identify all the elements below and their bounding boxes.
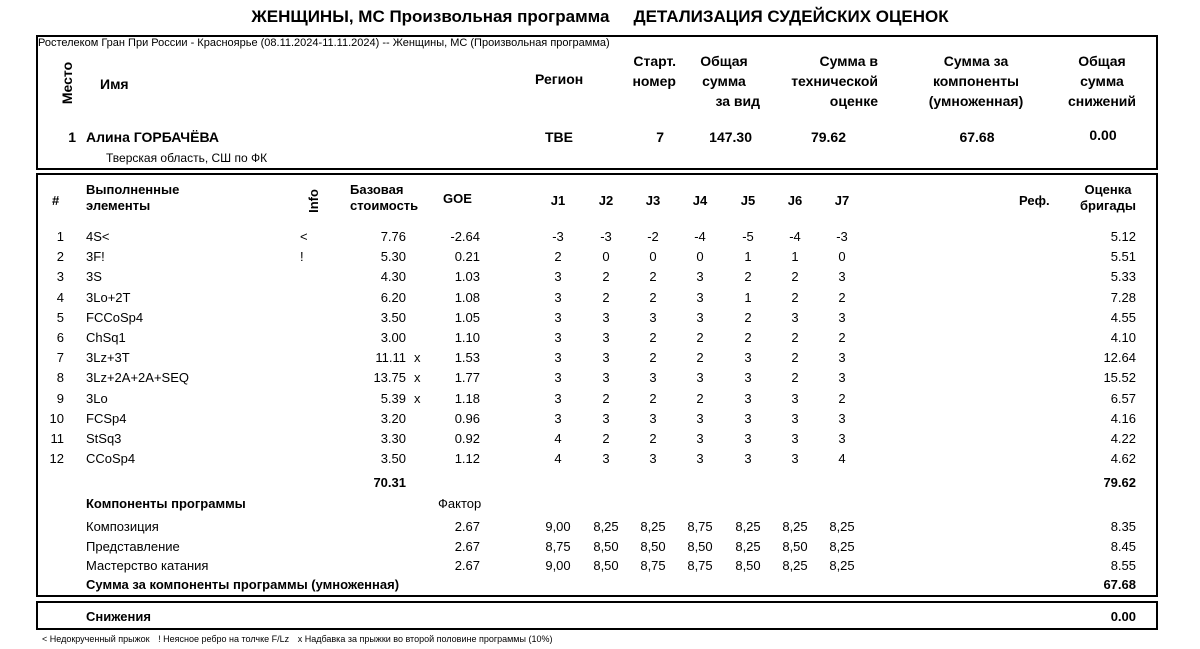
element-base-value: 13.75 xyxy=(373,370,406,386)
tes-total: 79.62 xyxy=(1103,475,1136,490)
component-row xyxy=(38,539,1156,557)
element-judge-3: 2 xyxy=(649,431,657,446)
deductions-header xyxy=(1054,51,1150,111)
element-base-value: 11.11 xyxy=(375,350,406,366)
judge-header-5: J5 xyxy=(740,193,756,208)
element-code: 3Lz+3T xyxy=(86,350,130,366)
element-judge-1: 2 xyxy=(554,249,562,265)
element-judge-4: 2 xyxy=(696,390,704,406)
element-number: 10 xyxy=(49,410,64,426)
skater-start-no: 7 xyxy=(656,129,664,145)
element-base-value: 7.76 xyxy=(380,229,406,244)
start-no-header-line-2: номер xyxy=(632,73,676,89)
element-goe: 1.05 xyxy=(454,309,480,325)
element-judge-2: 2 xyxy=(602,431,610,446)
element-bonus-mark: x xyxy=(414,370,421,386)
element-code: CCoSp4 xyxy=(86,451,136,467)
total-header xyxy=(688,51,760,111)
element-judge-7: -3 xyxy=(836,229,848,244)
element-goe: 0.21 xyxy=(454,249,480,265)
element-base-value: 3.00 xyxy=(380,330,406,345)
element-judge-3: -2 xyxy=(647,229,659,244)
component-judge-2: 8,50 xyxy=(593,558,619,573)
name-header: Имя xyxy=(100,76,129,92)
element-base-value: 3.50 xyxy=(380,451,406,467)
element-score: 4.16 xyxy=(1110,410,1136,426)
element-judge-5: 3 xyxy=(744,431,752,446)
element-number: 2 xyxy=(56,249,64,265)
element-judge-7: 2 xyxy=(838,390,846,406)
element-code: FCSp4 xyxy=(86,410,127,426)
component-name: Представление xyxy=(86,538,180,554)
start-no-header-line-1: Старт. xyxy=(633,53,676,69)
element-base-value: 5.39 xyxy=(380,390,406,406)
skater-tes: 79.62 xyxy=(810,129,846,145)
components-total-label: Сумма за компоненты программы (умноженная) xyxy=(86,577,400,592)
footnote-bonus: x Надбавка за прыжки во второй половине программы (10%) xyxy=(297,634,553,644)
component-score: 8.35 xyxy=(1110,519,1136,534)
component-judge-3: 8,50 xyxy=(640,538,666,554)
start-no-header xyxy=(598,51,676,91)
element-judge-3: 2 xyxy=(649,330,657,345)
element-base-value: 4.30 xyxy=(380,269,406,285)
rank-header: Место xyxy=(59,61,75,105)
num-header: # xyxy=(52,193,60,208)
component-judge-6: 8,25 xyxy=(782,519,808,534)
base-total: 70.31 xyxy=(373,475,406,490)
element-row xyxy=(38,411,1156,429)
element-judge-6: 2 xyxy=(791,289,799,305)
element-judge-3: 3 xyxy=(649,309,657,325)
element-base-value: 3.20 xyxy=(380,410,406,426)
element-judge-7: 2 xyxy=(838,289,846,305)
element-judge-7: 2 xyxy=(838,330,846,345)
element-number: 6 xyxy=(56,330,64,345)
element-judge-2: 2 xyxy=(602,289,610,305)
component-judge-7: 8,25 xyxy=(829,519,855,534)
element-base-value: 5.30 xyxy=(380,249,406,265)
element-code: 3Lo xyxy=(86,390,108,406)
element-goe: 1.18 xyxy=(454,390,480,406)
deductions-header-line-2: сумма xyxy=(1080,73,1124,89)
element-judge-7: 3 xyxy=(838,431,846,446)
element-judge-3: 3 xyxy=(649,410,657,426)
element-score: 12.64 xyxy=(1103,350,1136,366)
element-judge-7: 3 xyxy=(838,370,846,386)
pcs-header xyxy=(906,51,1046,111)
skater-region: ТВЕ xyxy=(545,129,573,145)
component-judge-4: 8,75 xyxy=(687,519,713,534)
element-row xyxy=(38,330,1156,348)
footnote-edge: ! Неясное ребро на толчке F/Lz xyxy=(158,634,290,644)
deductions-box xyxy=(36,601,1158,630)
element-judge-4: 3 xyxy=(696,309,704,325)
tes-header-line-3: оценке xyxy=(829,93,878,109)
element-judge-2: 0 xyxy=(602,249,610,265)
info-header: Info xyxy=(306,189,321,213)
element-judge-6: 2 xyxy=(791,330,799,345)
component-judge-5: 8,50 xyxy=(735,558,761,573)
page-title xyxy=(0,4,1200,30)
component-factor: 2.67 xyxy=(454,538,480,554)
element-row xyxy=(38,431,1156,449)
element-number: 3 xyxy=(56,269,64,285)
element-row xyxy=(38,249,1156,267)
elements-box xyxy=(36,173,1158,597)
skater-rank: 1 xyxy=(68,129,76,145)
tes-header-line-2: технической xyxy=(791,73,878,89)
component-row xyxy=(38,558,1156,576)
base-header-line-2: стоимость xyxy=(350,198,419,213)
component-score: 8.55 xyxy=(1110,558,1136,573)
component-judge-3: 8,25 xyxy=(640,519,666,534)
element-goe: 1.03 xyxy=(454,269,480,285)
element-score: 5.33 xyxy=(1110,269,1136,285)
page-title-right: ДЕТАЛИЗАЦИЯ СУДЕЙСКИХ ОЦЕНОК xyxy=(633,7,949,26)
deductions-value: 0.00 xyxy=(1110,609,1136,624)
element-number: 8 xyxy=(56,370,64,386)
element-row xyxy=(38,269,1156,287)
element-bonus-mark: x xyxy=(414,350,421,366)
score-header-line-2: бригады xyxy=(1080,198,1136,213)
footnotes xyxy=(42,633,558,645)
element-number: 4 xyxy=(56,289,64,305)
element-code: 3F! xyxy=(86,249,105,265)
element-code: ChSq1 xyxy=(86,330,126,345)
pcs-header-line-2: компоненты xyxy=(932,73,1020,89)
element-judge-4: 2 xyxy=(696,330,704,345)
component-judge-4: 8,75 xyxy=(687,558,713,573)
component-judge-3: 8,75 xyxy=(640,558,666,573)
element-judge-7: 3 xyxy=(838,269,846,285)
element-judge-4: -4 xyxy=(694,229,706,244)
element-judge-2: 3 xyxy=(602,370,610,386)
element-judge-5: 3 xyxy=(744,390,752,406)
component-judge-4: 8,50 xyxy=(687,538,713,554)
element-goe: 0.92 xyxy=(454,431,480,446)
judge-header-7: J7 xyxy=(834,193,850,208)
ref-header: Реф. xyxy=(1019,193,1050,208)
element-judge-2: -3 xyxy=(600,229,612,244)
element-judge-2: 3 xyxy=(602,350,610,366)
component-judge-5: 8,25 xyxy=(735,519,761,534)
pcs-header-line-3: (умноженная) xyxy=(928,93,1024,109)
element-judge-6: -4 xyxy=(789,229,801,244)
total-header-line-2: сумма xyxy=(702,73,746,89)
element-judge-4: 0 xyxy=(696,249,704,265)
element-goe: 1.12 xyxy=(454,451,480,467)
component-judge-2: 8,50 xyxy=(593,538,619,554)
goe-header: GOE xyxy=(443,191,472,206)
element-score: 6.57 xyxy=(1110,390,1136,406)
element-judge-4: 3 xyxy=(696,370,704,386)
element-judge-6: 2 xyxy=(791,269,799,285)
element-judge-1: 4 xyxy=(554,451,562,467)
component-factor: 2.67 xyxy=(454,519,480,534)
judge-header-6: J6 xyxy=(787,193,803,208)
component-row xyxy=(38,519,1156,537)
element-judge-1: 3 xyxy=(554,370,562,386)
element-judge-7: 3 xyxy=(838,350,846,366)
component-judge-6: 8,25 xyxy=(782,558,808,573)
element-number: 7 xyxy=(56,350,64,366)
element-judge-6: 3 xyxy=(791,390,799,406)
element-judge-5: 1 xyxy=(744,249,752,265)
element-judge-3: 2 xyxy=(649,289,657,305)
component-judge-5: 8,25 xyxy=(735,538,761,554)
element-judge-2: 2 xyxy=(602,269,610,285)
component-judge-1: 9,00 xyxy=(545,519,571,534)
component-name: Мастерство катания xyxy=(86,558,209,573)
element-judge-3: 0 xyxy=(649,249,657,265)
element-judge-3: 3 xyxy=(649,370,657,386)
element-judge-5: -5 xyxy=(742,229,754,244)
element-judge-4: 2 xyxy=(696,350,704,366)
element-row xyxy=(38,229,1156,247)
element-score: 4.55 xyxy=(1110,309,1136,325)
element-row xyxy=(38,350,1156,368)
element-judge-2: 2 xyxy=(602,390,610,406)
tes-header-line-1: Сумма в xyxy=(819,53,878,69)
element-judge-3: 2 xyxy=(649,390,657,406)
element-judge-1: 3 xyxy=(554,410,562,426)
element-judge-3: 2 xyxy=(649,269,657,285)
element-info: ! xyxy=(300,249,304,265)
region-header: Регион xyxy=(535,71,584,87)
element-code: 3S xyxy=(86,269,102,285)
component-judge-6: 8,50 xyxy=(782,538,808,554)
element-judge-1: 3 xyxy=(554,390,562,406)
element-judge-5: 3 xyxy=(744,451,752,467)
element-judge-4: 3 xyxy=(696,410,704,426)
component-score: 8.45 xyxy=(1110,538,1136,554)
skater-summary-box xyxy=(36,35,1158,170)
element-number: 5 xyxy=(56,309,64,325)
deductions-header-line-1: Общая xyxy=(1078,53,1126,69)
element-judge-6: 2 xyxy=(791,370,799,386)
element-judge-6: 3 xyxy=(791,309,799,325)
element-judge-7: 0 xyxy=(838,249,846,265)
element-goe: 1.77 xyxy=(454,370,480,386)
total-header-line-3: за вид xyxy=(715,93,760,109)
deductions-label: Снижения xyxy=(86,609,151,624)
element-judge-5: 1 xyxy=(744,289,752,305)
element-judge-2: 3 xyxy=(602,410,610,426)
judge-header-4: J4 xyxy=(692,193,708,208)
element-info: < xyxy=(300,229,308,244)
element-code: FCCoSp4 xyxy=(86,309,144,325)
element-code: StSq3 xyxy=(86,431,122,446)
element-base-value: 6.20 xyxy=(380,289,406,305)
element-judge-5: 3 xyxy=(744,410,752,426)
deductions-header-line-3: снижений xyxy=(1067,93,1137,109)
element-judge-7: 4 xyxy=(838,451,846,467)
element-judge-5: 3 xyxy=(744,350,752,366)
element-code: 3Lo+2T xyxy=(86,289,131,305)
element-judge-2: 3 xyxy=(602,309,610,325)
element-judge-4: 3 xyxy=(696,451,704,467)
element-score: 4.22 xyxy=(1110,431,1136,446)
element-score: 4.62 xyxy=(1110,451,1136,467)
element-judge-6: 1 xyxy=(791,249,799,265)
judge-header-3: J3 xyxy=(645,193,661,208)
element-judge-1: 3 xyxy=(554,350,562,366)
skater-pcs: 67.68 xyxy=(959,129,995,145)
element-judge-7: 3 xyxy=(838,410,846,426)
element-number: 11 xyxy=(50,431,64,446)
element-row xyxy=(38,370,1156,388)
element-judge-5: 2 xyxy=(744,309,752,325)
score-header xyxy=(1068,182,1148,214)
element-score: 7.28 xyxy=(1110,289,1136,305)
skater-name: Алина ГОРБАЧЁВА xyxy=(86,129,220,145)
skater-club: Тверская область, СШ по ФК xyxy=(106,151,268,165)
tes-header xyxy=(768,51,878,111)
element-judge-1: 3 xyxy=(554,309,562,325)
element-goe: 1.08 xyxy=(454,289,480,305)
element-goe: 1.10 xyxy=(454,330,480,345)
element-judge-6: 3 xyxy=(791,410,799,426)
component-factor: 2.67 xyxy=(454,558,480,573)
pcs-header-line-1: Сумма за xyxy=(943,53,1009,69)
element-base-value: 3.50 xyxy=(380,309,406,325)
element-judge-2: 3 xyxy=(602,330,610,345)
component-judge-2: 8,25 xyxy=(593,519,619,534)
component-judge-7: 8,25 xyxy=(829,558,855,573)
element-bonus-mark: x xyxy=(414,390,421,406)
element-judge-5: 2 xyxy=(744,269,752,285)
element-judge-1: -3 xyxy=(552,229,564,244)
element-judge-4: 3 xyxy=(696,431,704,446)
element-score: 15.52 xyxy=(1103,370,1136,386)
element-row xyxy=(38,391,1156,409)
element-goe: -2.64 xyxy=(450,229,480,244)
element-judge-2: 3 xyxy=(602,451,610,467)
element-judge-1: 3 xyxy=(554,269,562,285)
footnote-underrotated: < Недокрученный прыжок xyxy=(42,634,150,644)
element-row xyxy=(38,310,1156,328)
element-number: 1 xyxy=(56,229,64,244)
element-judge-7: 3 xyxy=(838,309,846,325)
event-line: Ростелеком Гран При России - Красноярье (08.11.2024-11.11.2024) -- Женщины, МС (Произвольная программа) xyxy=(38,37,610,49)
base-header xyxy=(350,182,418,214)
skater-total: 147.30 xyxy=(709,129,752,145)
element-judge-5: 3 xyxy=(744,370,752,386)
element-judge-3: 2 xyxy=(649,350,657,366)
components-total-value: 67.68 xyxy=(1103,577,1136,592)
element-header-line-1: Выполненные xyxy=(86,182,180,197)
judge-header-1: J1 xyxy=(550,193,566,208)
element-header-line-2: элементы xyxy=(86,198,151,213)
element-goe: 0.96 xyxy=(454,410,480,426)
element-score: 5.51 xyxy=(1110,249,1136,265)
element-code: 3Lz+2A+2A+SEQ xyxy=(86,370,189,386)
score-header-line-1: Оценка xyxy=(1084,182,1132,197)
element-judge-3: 3 xyxy=(649,451,657,467)
element-code: 4S< xyxy=(86,229,110,244)
element-goe: 1.53 xyxy=(454,350,480,366)
element-judge-1: 4 xyxy=(554,431,562,446)
element-judge-5: 2 xyxy=(744,330,752,345)
judge-header-2: J2 xyxy=(598,193,614,208)
factor-header: Фактор xyxy=(438,496,482,511)
element-number: 12 xyxy=(49,451,64,467)
component-name: Композиция xyxy=(86,519,159,534)
element-score: 4.10 xyxy=(1110,330,1136,345)
element-score: 5.12 xyxy=(1110,229,1136,244)
skater-deductions: 0.00 xyxy=(1089,127,1117,143)
total-header-line-1: Общая xyxy=(700,53,748,69)
element-judge-1: 3 xyxy=(554,330,562,345)
element-header xyxy=(86,182,179,214)
element-judge-6: 2 xyxy=(791,350,799,366)
component-judge-1: 9,00 xyxy=(545,558,571,573)
element-judge-4: 3 xyxy=(696,289,704,305)
element-row xyxy=(38,290,1156,308)
base-header-line-1: Базовая xyxy=(350,182,404,197)
element-row xyxy=(38,451,1156,469)
element-judge-1: 3 xyxy=(554,289,562,305)
component-judge-7: 8,25 xyxy=(829,538,855,554)
element-number: 9 xyxy=(56,390,64,406)
element-judge-6: 3 xyxy=(791,451,799,467)
element-judge-4: 3 xyxy=(696,269,704,285)
components-header: Компоненты программы xyxy=(86,496,246,511)
element-base-value: 3.30 xyxy=(380,431,406,446)
component-judge-1: 8,75 xyxy=(545,538,571,554)
page-title-left: ЖЕНЩИНЫ, МС Произвольная программа xyxy=(251,7,610,26)
element-judge-6: 3 xyxy=(791,431,799,446)
